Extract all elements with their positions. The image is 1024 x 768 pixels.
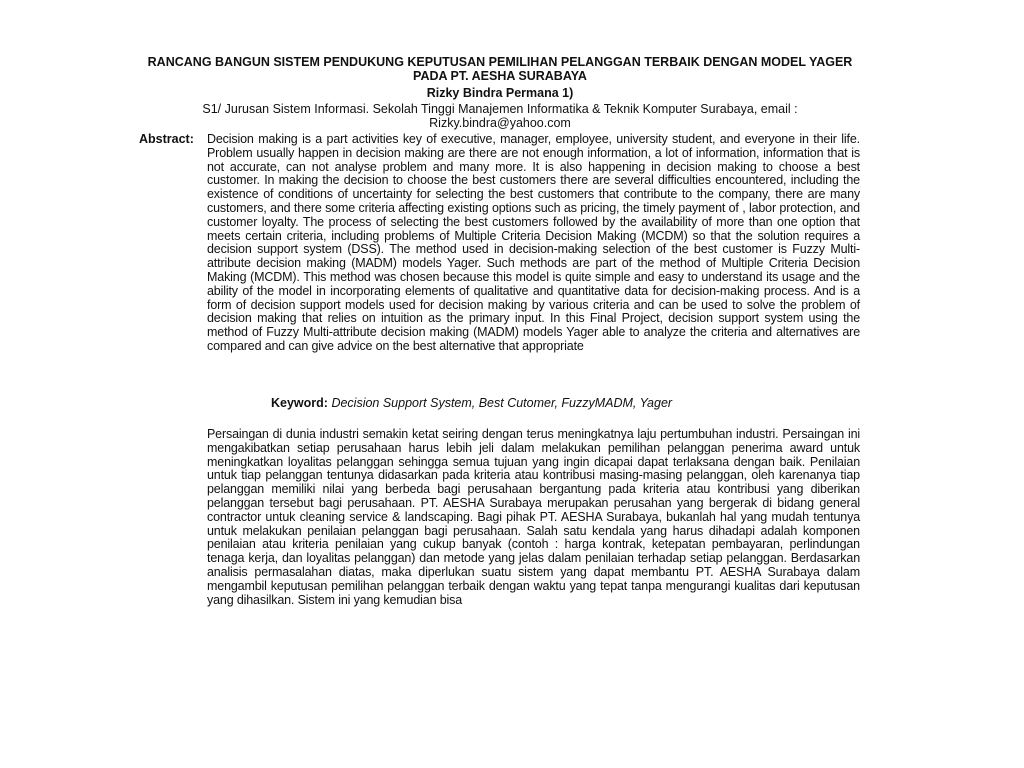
- paper-title: RANCANG BANGUN SISTEM PENDUKUNG KEPUTUSAN PEMILIHAN PELANGGAN TERBAIK DENGAN MODEL YAGER PADA PT. AESHA SURABAYA: [147, 55, 853, 83]
- abstract-text: Decision making is a part activities key of executive, manager, employee, university student, and everyone in their life. Problem usually happen in decision making are there are not enough information, a lot of information, information that is not accurate, can not analyse problem and many more. It is also happening in decision making to choose a best customer. In making the decision to choose the best customers there are several difficulties encountered, including the existence of conditions of uncertainty for selecting the best customers that contribute to the company, there are many customers, and there some criteria affecting existing options such as pricing, the timely payment of , labor protection, and customer loyalty. The process of selecting the best customers followed by the availability of more than one option that meets certain criteria, including problems of Multiple Criteria Decision Making (MCDM) so that the solution requires a decision support system (DSS). The method used in decision-making selection of the best customer is Fuzzy Multi-attribute decision making (MADM) models Yager. Such methods are part of the method of Multiple Criteria Decision Making (MCDM). This method was chosen because this model is quite simple and easy to understand its usage and the ability of the model in incorporating elements of qualitative and quantitative data for decision-making process. And is a form of decision support models used for decision making by various criteria and can be used to solve the problem of decision making that relies on intuition as the primary input. In this Final Project, decision support system using the method of Fuzzy Multi-attribute decision making (MADM) models Yager able to analyze the criteria and alternatives are compared and can give advice on the best alternative that appropriate: [207, 132, 860, 353]
- abstract-label: Abstract:: [139, 132, 194, 146]
- introduction-text: Persaingan di dunia industri semakin ketat seiring dengan terus meningkatnya laju pertumbuhan industri. Persaingan ini mengakibatkan setiap perusahaan harus lebih jeli dalam melakukan pemilihan pelanggan penerima award untuk meningkatkan loyalitas pelanggan sehingga semua tujuan yang ingin dicapai dapat terlaksana dengan baik. Penilaian untuk tiap pelanggan tentunya didasarkan pada kriteria atau kontribusi masing-masing pelanggan, oleh karenanya tiap pelanggan memiliki nilai yang berbeda bagi perusahaan bergantung pada kriteria atau kontribusi yang diberikan pelanggan tersebut bagi perusahaan. PT. AESHA Surabaya merupakan perusahan yang bergerak di bidang general contractor untuk cleaning service & landscaping. Bagi pihak PT. AESHA Surabaya, bukanlah hal yang mudah tentunya untuk melakukan penilaian pelanggan bagi perusahaan. Salah satu kendala yang harus dihadapi adalah komponen penilaian atau kriteria penilaian yang cukup banyak (contoh : harga kontrak, ketepatan pembayaran, perlindungan tenaga kerja, dan loyalitas pelanggan) dan metode yang jelas dalam penilaian terhadap setiap pelanggan. Berdasarkan analisis permasalahan diatas, maka diperlukan suatu sistem yang dapat membantu PT. AESHA Surabaya dalam mengambil keputusan pemilihan pelanggan terbaik dengan waktu yang tepat tanpa mengurangi kualitas dari keputusan yang dihasilkan. Sistem ini yang kemudian bisa: [207, 427, 860, 607]
- author-affiliation: S1/ Jurusan Sistem Informasi. Sekolah Tinggi Manajemen Informatika & Teknik Komputer Surabaya, email : Rizky.bindra@yahoo.com: [202, 102, 798, 130]
- keyword-label: Keyword:: [271, 396, 328, 410]
- keyword-text: Decision Support System, Best Cutomer, FuzzyMADM, Yager: [331, 396, 673, 410]
- paper-author: Rizky Bindra Permana 1): [426, 86, 574, 100]
- keyword-line: [271, 396, 672, 410]
